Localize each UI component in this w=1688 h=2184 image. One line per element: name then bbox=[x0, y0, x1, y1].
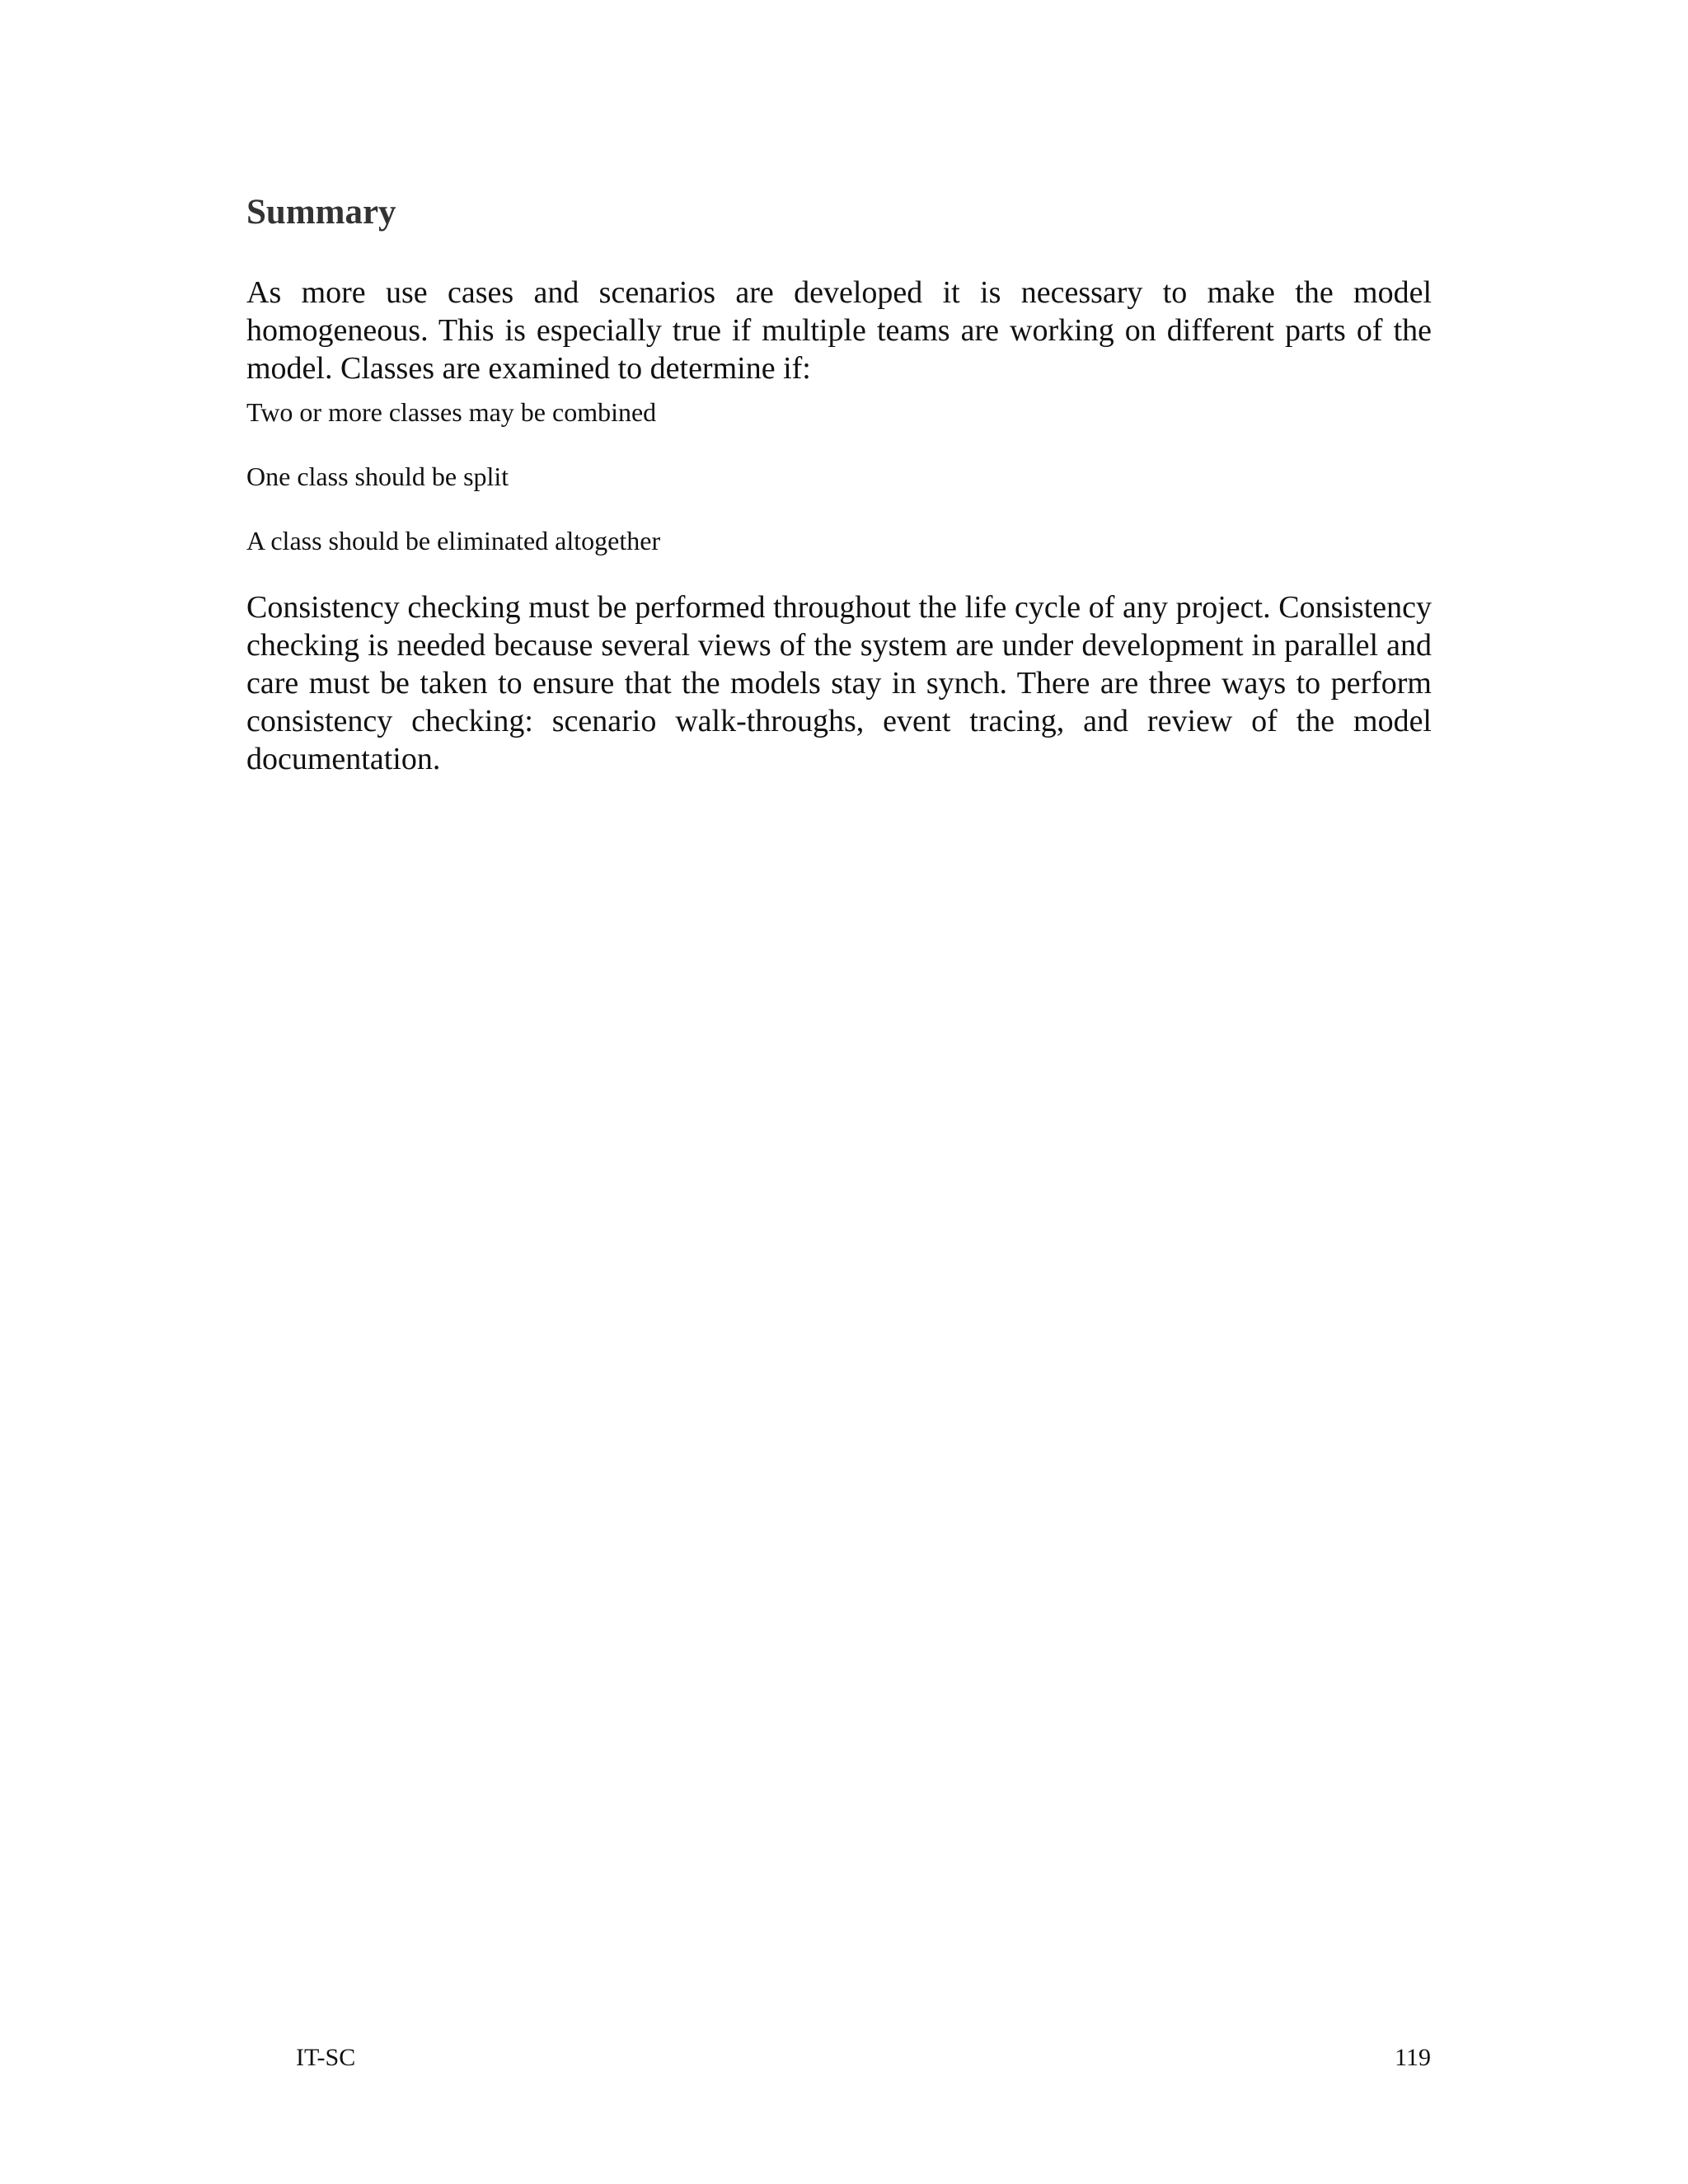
page-number: 119 bbox=[1395, 2044, 1431, 2071]
page-content bbox=[246, 191, 1432, 778]
footer-label: IT-SC bbox=[296, 2044, 356, 2071]
list-item: Two or more classes may be combined bbox=[246, 396, 657, 427]
list-item: A class should be eliminated altogether bbox=[246, 525, 661, 555]
criteria-list bbox=[246, 396, 1432, 557]
intro-paragraph: As more use cases and scenarios are developed it is necessary to make the model homogeneous. This is especially true if multiple teams are working on different parts of the model. Classes are examined to determine if: bbox=[246, 274, 1432, 386]
list-item: One class should be split bbox=[246, 461, 509, 491]
section-heading: Summary bbox=[246, 193, 396, 232]
consistency-paragraph: Consistency checking must be performed throughout the life cycle of any project. Consistency checking is needed because several views of the system are under development in parallel and care must be taken to ensure that the models stay in synch. There are three ways to perform consistency checking: scenario walk-throughs, event tracing, and review of the model documentation. bbox=[246, 589, 1432, 776]
